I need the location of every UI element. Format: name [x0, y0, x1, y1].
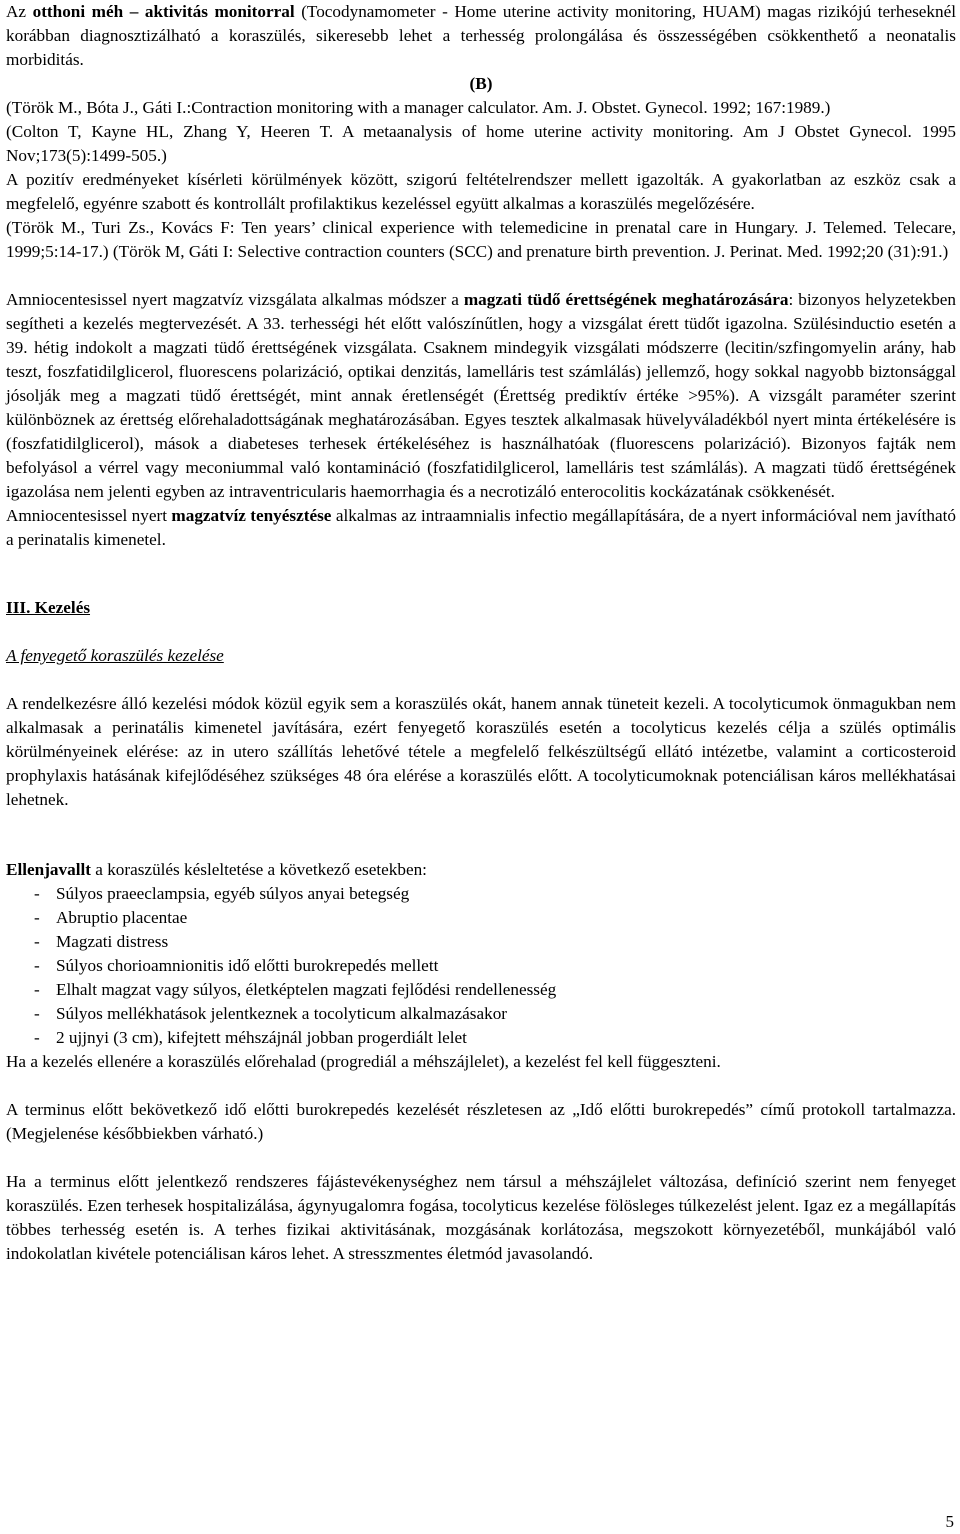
suspension-paragraph: Ha a kezelés ellenére a koraszülés előrehalad (progrediál a méhszájlelet), a kezelést fel kell függeszteni.	[6, 1052, 721, 1071]
reference-torok-bota: (Török M., Bóta J., Gáti I.:Contraction monitoring with a manager calculator. Am. J. Obstet. Gynecol. 1992; 167:1989.)	[6, 98, 831, 117]
paragraph-lead: Amniocentesissel nyert magzatvíz vizsgálata alkalmas módszer a	[6, 290, 464, 309]
section-subheading: A fenyegető koraszülés kezelése	[6, 646, 224, 665]
list-item: - Elhalt magzat vagy súlyos, életképtelen magzati fejlődési rendellenesség	[6, 978, 956, 1002]
bold-term: magzati tüdő érettségének meghatározására	[463, 290, 789, 309]
page-number: 5	[945, 1512, 954, 1531]
document-page	[6, 0, 956, 1266]
spacer	[6, 588, 956, 596]
bold-term: otthoni méh – aktivitás monitorral	[32, 2, 295, 21]
paragraph-text: a koraszülés késleltetése a következő esetekben:	[90, 860, 427, 879]
spacer	[6, 1074, 956, 1098]
spacer	[6, 552, 956, 588]
section-heading: III. Kezelés	[6, 598, 91, 617]
spacer	[6, 264, 956, 288]
evidence-level-label: (B)	[469, 74, 493, 93]
paragraph-text: alkalmas az intraamnialis infectio megállapítására, de a nyert információval nem javítható a perinatalis kimenetel.	[6, 506, 957, 549]
validation-paragraph: A pozitív eredményeket kísérleti körülmények között, szigorú feltételrendszer mellett igazolták. A gyakorlatban az eszköz csak a megfelelő, egyénre szabott és kontrollált profilaktikus kezeléssel együtt alkalmas a koraszülés megelőzésére.	[6, 170, 956, 213]
paragraph-text: : bizonyos helyzetekben segítheti a kezelés megtervezését. A 33. terhességi hét előtt valószínűtlen, hogy a vizsgálat érett tüdőt igazolna. Szülésinductio esetén a 39. hétig indokolt a magzati tüdő érettségének vizsgálata. Csaknem mindegyik vizsgálati módszerre (lecitin/szfingomyelin arány, hab teszt, foszfatidilglicerol, fluorescens polarizáció, optikai denzitás, lamelláris test számlálás) jellemző, hogy sokkal nagyobb biztonsággal jósolják meg a magzati tüdő érettségét, mint annak éretlenségét (Érettség prediktív értéke >95%). A vizsgált paraméter szerint különböznek az érettség előrehaladottságának meghatározásában. Egyes tesztek alkalmasak hüvelyváladékból nyert minta értékelésére is (foszfatidilglicerol), mások a diabeteses terhesek értékeléséhez is használhatóak (fluorescens polarizáció). Bizonyos fajták nem befolyásol a vérrel vagy meconiummal való kontamináció (foszfatidilglicerol, lamelláris test számlálás). A magzati tüdő érettségének igazolása nem jelenti egyben az intraventricularis haemorrhagia és a necrotizáló enterocolitis kockázatának csökkenését.	[6, 290, 957, 501]
reference-colton: (Colton T, Kayne HL, Zhang Y, Heeren T. A metaanalysis of home uterine activity monitoring. Am J Obstet Gynecol. 1995 Nov;173(5):1499-505.)	[6, 122, 956, 165]
overtreatment-paragraph: Ha a terminus előtt jelentkező rendszeres fájástevékenységhez nem társul a méhszájlelet változása, definíció szerint nem fenyeget koraszülés. Ezen terhesek hospitalizálása, ágynyugalomra fogása, tocolyticus kezelése fölösleges túlkezelést jelent. Igaz ez a megállapítás többes terhesség esetén is. A terhes fizikai aktivitásának, mozgásának korlátozása, megszokott környezetéből, munkájából való indokolatlan kivétele potenciálisan káros lehet. A stresszmentes életmód javasolandó.	[6, 1172, 956, 1263]
contraindication-intro	[6, 858, 956, 882]
spacer	[6, 668, 956, 692]
home-monitoring-paragraph	[6, 0, 956, 72]
lung-maturity-paragraph	[6, 288, 956, 504]
treatment-paragraph: A rendelkezésre álló kezelési módok közül egyik sem a koraszülés okát, hanem annak tüneteit kezeli. A tocolyticumok önmagukban nem alkalmasak a perinatális kimenetel javítására, ezért fenyegető koraszülés esetén a tocolyticus kezelés célja a szülés optimális körülményeinek elérése: az in utero szállítás lehetővé tétele a megfelelő felkészültségű ellátó intézetbe, valamint a corticosteroid prophylaxis hatásának kifejlődéséhez szükséges 48 óra elérése a koraszülés előtt. A tocolyticumoknak potenciálisan káros mellékhatásai lehetnek.	[6, 694, 956, 809]
bold-term: Ellenjavallt	[6, 860, 91, 879]
list-item: - Súlyos praeeclampsia, egyéb súlyos anyai betegség	[6, 882, 956, 906]
reference-torok-turi: (Török M., Turi Zs., Kovács F: Ten years’ clinical experience with telemedicine in prenatal care in Hungary. J. Telemed. Telecare, 1999;5:14-17.) (Török M, Gáti I: Selective contraction counters (SCC) and prenature birth prevention. J. Perinat. Med. 1992;20 (31):91.)	[6, 218, 956, 261]
list-item: - Abruptio placentae	[6, 906, 956, 930]
list-item: - 2 ujjnyi (3 cm), kifejtett méhszájnál jobban progerdiált lelet	[6, 1026, 956, 1050]
bold-term: magzatvíz tenyésztése	[171, 506, 332, 525]
paragraph-lead: Az	[6, 2, 33, 21]
spacer	[6, 620, 956, 644]
paragraph-lead: Amniocentesissel nyert	[6, 506, 172, 525]
paragraph-text: (Tocodynamometer - Home uterine activity monitoring, HUAM) magas rizikójú terheseknél korábban diagnosztizálható a koraszülés, sikeresebb lehet a terhesség prolongálása és összességében csökkenthető a neonatalis morbiditás.	[6, 2, 956, 69]
contraindication-list	[6, 882, 956, 1050]
list-item: - Súlyos chorioamnionitis idő előtti burokrepedés mellett	[6, 954, 956, 978]
membrane-rupture-paragraph: A terminus előtt bekövetkező idő előtti burokrepedés kezelését részletesen az „Idő előtti burokrepedés” című protokoll tartalmazza. (Megjelenése későbbiekben várható.)	[6, 1100, 956, 1143]
spacer	[6, 848, 956, 858]
amniotic-culture-paragraph	[6, 504, 956, 552]
spacer	[6, 1146, 956, 1170]
list-item: - Súlyos mellékhatások jelentkeznek a tocolyticum alkalmazásakor	[6, 1002, 956, 1026]
list-item: - Magzati distress	[6, 930, 956, 954]
spacer	[6, 812, 956, 848]
